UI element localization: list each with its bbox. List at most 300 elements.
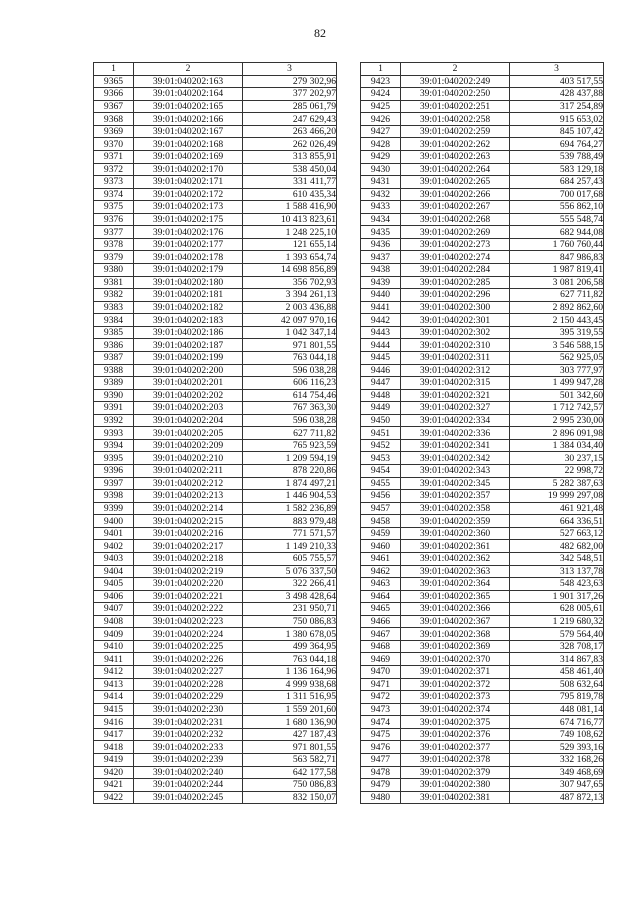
table-row — [94, 716, 337, 729]
cadastral-number-cell: 39:01:040202:249 — [401, 75, 510, 88]
cadastral-number-cell: 39:01:040202:187 — [134, 339, 243, 352]
cadastral-number-cell: 39:01:040202:296 — [401, 289, 510, 302]
row-index-cell: 9451 — [361, 427, 401, 440]
row-index-cell: 9404 — [94, 565, 134, 578]
row-index-cell: 9379 — [94, 251, 134, 264]
row-index-cell: 9442 — [361, 314, 401, 327]
row-index-cell: 9395 — [94, 452, 134, 465]
table-row — [94, 326, 337, 339]
cadastral-number-cell: 39:01:040202:267 — [401, 201, 510, 214]
row-index-cell: 9452 — [361, 439, 401, 452]
row-index-cell: 9400 — [94, 515, 134, 528]
table-row — [94, 138, 337, 151]
table-row — [94, 628, 337, 641]
cadastral-number-cell: 39:01:040202:284 — [401, 264, 510, 277]
row-index-cell: 9393 — [94, 427, 134, 440]
page-number: 82 — [314, 26, 326, 40]
table-row — [361, 603, 604, 616]
cadastral-number-cell: 39:01:040202:171 — [134, 176, 243, 189]
value-cell: 30 237,15 — [510, 452, 604, 465]
cadastral-number-cell: 39:01:040202:273 — [401, 238, 510, 251]
value-cell: 1 712 742,57 — [510, 402, 604, 415]
cadastral-number-cell: 39:01:040202:179 — [134, 264, 243, 277]
row-index-cell: 9425 — [361, 100, 401, 113]
value-cell: 548 423,63 — [510, 578, 604, 591]
table-row — [361, 213, 604, 226]
cadastral-number-cell: 39:01:040202:365 — [401, 590, 510, 603]
row-index-cell: 9365 — [94, 75, 134, 88]
table-row — [94, 351, 337, 364]
table-row — [361, 465, 604, 478]
table-row — [361, 439, 604, 452]
cadastral-number-cell: 39:01:040202:186 — [134, 326, 243, 339]
row-index-cell: 9389 — [94, 377, 134, 390]
table-row — [94, 213, 337, 226]
value-cell: 1 219 680,32 — [510, 615, 604, 628]
value-cell: 231 950,71 — [243, 603, 337, 616]
value-cell: 562 925,05 — [510, 351, 604, 364]
table-row — [94, 452, 337, 465]
value-cell: 750 086,83 — [243, 615, 337, 628]
table-row — [94, 578, 337, 591]
cadastral-number-cell: 39:01:040202:358 — [401, 502, 510, 515]
cadastral-number-cell: 39:01:040202:360 — [401, 527, 510, 540]
table-row — [361, 552, 604, 565]
row-index-cell: 9370 — [94, 138, 134, 151]
value-cell: 22 998,72 — [510, 465, 604, 478]
value-cell: 2 896 091,98 — [510, 427, 604, 440]
cadastral-number-cell: 39:01:040202:361 — [401, 540, 510, 553]
table-row — [361, 188, 604, 201]
table-row — [361, 163, 604, 176]
value-cell: 971 801,55 — [243, 339, 337, 352]
row-index-cell: 9448 — [361, 389, 401, 402]
cadastral-number-cell: 39:01:040202:170 — [134, 163, 243, 176]
row-index-cell: 9415 — [94, 703, 134, 716]
cadastral-number-cell: 39:01:040202:363 — [401, 565, 510, 578]
row-index-cell: 9391 — [94, 402, 134, 415]
value-cell: 313 137,78 — [510, 565, 604, 578]
cadastral-number-cell: 39:01:040202:258 — [401, 113, 510, 126]
table-row — [361, 615, 604, 628]
cadastral-number-cell: 39:01:040202:220 — [134, 578, 243, 591]
value-cell: 42 097 970,16 — [243, 314, 337, 327]
row-index-cell: 9468 — [361, 640, 401, 653]
table-row — [361, 653, 604, 666]
row-index-cell: 9471 — [361, 678, 401, 691]
table-row — [361, 515, 604, 528]
cadastral-number-cell: 39:01:040202:327 — [401, 402, 510, 415]
value-cell: 279 302,96 — [243, 75, 337, 88]
cadastral-number-cell: 39:01:040202:222 — [134, 603, 243, 616]
row-index-cell: 9479 — [361, 779, 401, 792]
cadastral-number-cell: 39:01:040202:321 — [401, 389, 510, 402]
cadastral-number-cell: 39:01:040202:362 — [401, 552, 510, 565]
row-index-cell: 9480 — [361, 791, 401, 804]
cadastral-number-cell: 39:01:040202:381 — [401, 791, 510, 804]
cadastral-number-cell: 39:01:040202:215 — [134, 515, 243, 528]
cadastral-number-cell: 39:01:040202:376 — [401, 728, 510, 741]
cadastral-number-cell: 39:01:040202:369 — [401, 640, 510, 653]
value-cell: 763 044,18 — [243, 351, 337, 364]
cadastral-number-cell: 39:01:040202:182 — [134, 301, 243, 314]
row-index-cell: 9405 — [94, 578, 134, 591]
value-cell: 14 698 856,89 — [243, 264, 337, 277]
table-row — [94, 88, 337, 101]
cadastral-number-cell: 39:01:040202:212 — [134, 477, 243, 490]
value-cell: 342 548,51 — [510, 552, 604, 565]
value-cell: 627 711,82 — [510, 289, 604, 302]
value-cell: 1 149 210,33 — [243, 540, 337, 553]
row-index-cell: 9409 — [94, 628, 134, 641]
row-index-cell: 9429 — [361, 150, 401, 163]
row-index-cell: 9371 — [94, 150, 134, 163]
row-index-cell: 9434 — [361, 213, 401, 226]
column-header-cadastral-number: 2 — [401, 63, 510, 76]
cadastral-number-cell: 39:01:040202:225 — [134, 640, 243, 653]
row-index-cell: 9461 — [361, 552, 401, 565]
column-header-index: 1 — [361, 63, 401, 76]
table-row — [94, 150, 337, 163]
value-cell: 610 435,34 — [243, 188, 337, 201]
value-cell: 501 342,60 — [510, 389, 604, 402]
value-cell: 461 921,48 — [510, 502, 604, 515]
value-cell: 1 901 317,26 — [510, 590, 604, 603]
row-index-cell: 9382 — [94, 289, 134, 302]
value-cell: 1 311 516,95 — [243, 691, 337, 704]
row-index-cell: 9464 — [361, 590, 401, 603]
row-index-cell: 9406 — [94, 590, 134, 603]
cadastral-number-cell: 39:01:040202:216 — [134, 527, 243, 540]
cadastral-number-cell: 39:01:040202:177 — [134, 238, 243, 251]
table-row — [361, 565, 604, 578]
value-cell: 2 995 230,00 — [510, 414, 604, 427]
table-row — [361, 264, 604, 277]
cadastral-number-cell: 39:01:040202:200 — [134, 364, 243, 377]
value-cell: 1 446 904,53 — [243, 490, 337, 503]
cadastral-number-cell: 39:01:040202:379 — [401, 766, 510, 779]
cadastral-number-cell: 39:01:040202:269 — [401, 226, 510, 239]
table-row — [94, 728, 337, 741]
value-cell: 395 319,55 — [510, 326, 604, 339]
row-index-cell: 9390 — [94, 389, 134, 402]
value-cell: 555 548,74 — [510, 213, 604, 226]
row-index-cell: 9454 — [361, 465, 401, 478]
row-index-cell: 9432 — [361, 188, 401, 201]
cadastral-number-cell: 39:01:040202:217 — [134, 540, 243, 553]
cadastral-number-cell: 39:01:040202:214 — [134, 502, 243, 515]
table-row — [361, 666, 604, 679]
table-row — [361, 703, 604, 716]
table-row — [361, 88, 604, 101]
cadastral-number-cell: 39:01:040202:372 — [401, 678, 510, 691]
row-index-cell: 9423 — [361, 75, 401, 88]
row-index-cell: 9440 — [361, 289, 401, 302]
value-cell: 356 702,93 — [243, 276, 337, 289]
cadastral-number-cell: 39:01:040202:199 — [134, 351, 243, 364]
value-cell: 448 081,14 — [510, 703, 604, 716]
value-cell: 606 116,23 — [243, 377, 337, 390]
table-row — [361, 427, 604, 440]
row-index-cell: 9455 — [361, 477, 401, 490]
cadastral-number-cell: 39:01:040202:231 — [134, 716, 243, 729]
table-row — [94, 653, 337, 666]
table-row — [94, 339, 337, 352]
table-row — [361, 402, 604, 415]
cadastral-number-cell: 39:01:040202:259 — [401, 125, 510, 138]
table-row — [94, 766, 337, 779]
value-cell: 771 571,57 — [243, 527, 337, 540]
row-index-cell: 9403 — [94, 552, 134, 565]
row-index-cell: 9450 — [361, 414, 401, 427]
cadastral-number-cell: 39:01:040202:180 — [134, 276, 243, 289]
table-row — [94, 741, 337, 754]
cadastral-table-right — [360, 62, 604, 804]
value-cell: 583 129,18 — [510, 163, 604, 176]
cadastral-number-cell: 39:01:040202:166 — [134, 113, 243, 126]
table-row — [361, 502, 604, 515]
cadastral-number-cell: 39:01:040202:245 — [134, 791, 243, 804]
row-index-cell: 9420 — [94, 766, 134, 779]
cadastral-number-cell: 39:01:040202:310 — [401, 339, 510, 352]
value-cell: 1 380 678,05 — [243, 628, 337, 641]
table-row — [94, 552, 337, 565]
value-cell: 1 209 594,19 — [243, 452, 337, 465]
cadastral-number-cell: 39:01:040202:371 — [401, 666, 510, 679]
value-cell: 605 755,57 — [243, 552, 337, 565]
table-row — [361, 150, 604, 163]
value-cell: 349 468,69 — [510, 766, 604, 779]
value-cell: 303 777,97 — [510, 364, 604, 377]
cadastral-number-cell: 39:01:040202:315 — [401, 377, 510, 390]
row-index-cell: 9396 — [94, 465, 134, 478]
cadastral-number-cell: 39:01:040202:268 — [401, 213, 510, 226]
table-row — [94, 226, 337, 239]
row-index-cell: 9475 — [361, 728, 401, 741]
cadastral-number-cell: 39:01:040202:380 — [401, 779, 510, 792]
row-index-cell: 9401 — [94, 527, 134, 540]
row-index-cell: 9372 — [94, 163, 134, 176]
cadastral-number-cell: 39:01:040202:274 — [401, 251, 510, 264]
cadastral-number-cell: 39:01:040202:375 — [401, 716, 510, 729]
row-index-cell: 9460 — [361, 540, 401, 553]
value-cell: 700 017,68 — [510, 188, 604, 201]
table-row — [94, 100, 337, 113]
value-cell: 1 248 225,10 — [243, 226, 337, 239]
value-cell: 529 393,16 — [510, 741, 604, 754]
table-row — [94, 515, 337, 528]
row-index-cell: 9447 — [361, 377, 401, 390]
table-row — [94, 615, 337, 628]
row-index-cell: 9419 — [94, 753, 134, 766]
cadastral-number-cell: 39:01:040202:366 — [401, 603, 510, 616]
table-row — [94, 264, 337, 277]
row-index-cell: 9410 — [94, 640, 134, 653]
row-index-cell: 9378 — [94, 238, 134, 251]
row-index-cell: 9459 — [361, 527, 401, 540]
table-row — [361, 364, 604, 377]
value-cell: 682 944,08 — [510, 226, 604, 239]
cadastral-number-cell: 39:01:040202:232 — [134, 728, 243, 741]
value-cell: 317 254,89 — [510, 100, 604, 113]
row-index-cell: 9438 — [361, 264, 401, 277]
table-row — [94, 540, 337, 553]
column-header-index: 1 — [94, 63, 134, 76]
table-row — [94, 176, 337, 189]
table-row — [361, 477, 604, 490]
row-index-cell: 9433 — [361, 201, 401, 214]
value-cell: 263 466,20 — [243, 125, 337, 138]
table-row — [361, 414, 604, 427]
cadastral-number-cell: 39:01:040202:176 — [134, 226, 243, 239]
row-index-cell: 9385 — [94, 326, 134, 339]
table-row — [361, 691, 604, 704]
row-index-cell: 9467 — [361, 628, 401, 641]
value-cell: 1 042 347,14 — [243, 326, 337, 339]
row-index-cell: 9386 — [94, 339, 134, 352]
row-index-cell: 9376 — [94, 213, 134, 226]
row-index-cell: 9476 — [361, 741, 401, 754]
row-index-cell: 9436 — [361, 238, 401, 251]
value-cell: 579 564,40 — [510, 628, 604, 641]
row-index-cell: 9430 — [361, 163, 401, 176]
value-cell: 642 177,58 — [243, 766, 337, 779]
row-index-cell: 9368 — [94, 113, 134, 126]
row-index-cell: 9443 — [361, 326, 401, 339]
value-cell: 832 150,07 — [243, 791, 337, 804]
table-row — [361, 753, 604, 766]
table-row — [361, 540, 604, 553]
row-index-cell: 9449 — [361, 402, 401, 415]
table-row — [361, 100, 604, 113]
row-index-cell: 9398 — [94, 490, 134, 503]
cadastral-number-cell: 39:01:040202:357 — [401, 490, 510, 503]
value-cell: 1 384 034,40 — [510, 439, 604, 452]
table-row — [94, 113, 337, 126]
row-index-cell: 9412 — [94, 666, 134, 679]
table-row — [361, 201, 604, 214]
value-cell: 596 038,28 — [243, 414, 337, 427]
table-row — [361, 75, 604, 88]
table-header-row — [94, 63, 337, 76]
table-row — [94, 490, 337, 503]
table-row — [94, 703, 337, 716]
value-cell: 750 086,83 — [243, 779, 337, 792]
table-row — [94, 201, 337, 214]
cadastral-number-cell: 39:01:040202:201 — [134, 377, 243, 390]
table-row — [361, 590, 604, 603]
table-row — [94, 377, 337, 390]
table-row — [361, 766, 604, 779]
table-row — [94, 678, 337, 691]
value-cell: 1 499 947,28 — [510, 377, 604, 390]
table-row — [361, 741, 604, 754]
row-index-cell: 9418 — [94, 741, 134, 754]
cadastral-number-cell: 39:01:040202:285 — [401, 276, 510, 289]
value-cell: 627 711,82 — [243, 427, 337, 440]
table-row — [361, 716, 604, 729]
row-index-cell: 9375 — [94, 201, 134, 214]
cadastral-number-cell: 39:01:040202:263 — [401, 150, 510, 163]
row-index-cell: 9417 — [94, 728, 134, 741]
table-row — [94, 276, 337, 289]
cadastral-number-cell: 39:01:040202:343 — [401, 465, 510, 478]
table-row — [361, 527, 604, 540]
table-row — [361, 389, 604, 402]
value-cell: 19 999 297,08 — [510, 490, 604, 503]
value-cell: 2 150 443,45 — [510, 314, 604, 327]
value-cell: 332 168,26 — [510, 753, 604, 766]
value-cell: 487 872,13 — [510, 791, 604, 804]
value-cell: 845 107,42 — [510, 125, 604, 138]
value-cell: 878 220,86 — [243, 465, 337, 478]
value-cell: 322 266,41 — [243, 578, 337, 591]
value-cell: 2 003 436,88 — [243, 301, 337, 314]
table-row — [94, 603, 337, 616]
row-index-cell: 9473 — [361, 703, 401, 716]
row-index-cell: 9377 — [94, 226, 134, 239]
cadastral-number-cell: 39:01:040202:264 — [401, 163, 510, 176]
cadastral-number-cell: 39:01:040202:342 — [401, 452, 510, 465]
value-cell: 5 282 387,63 — [510, 477, 604, 490]
table-header-row — [361, 63, 604, 76]
cadastral-number-cell: 39:01:040202:311 — [401, 351, 510, 364]
value-cell: 1 393 654,74 — [243, 251, 337, 264]
table-row — [94, 791, 337, 804]
value-cell: 482 682,00 — [510, 540, 604, 553]
row-index-cell: 9384 — [94, 314, 134, 327]
value-cell: 403 517,55 — [510, 75, 604, 88]
row-index-cell: 9381 — [94, 276, 134, 289]
value-cell: 3 546 588,15 — [510, 339, 604, 352]
row-index-cell: 9444 — [361, 339, 401, 352]
cadastral-number-cell: 39:01:040202:334 — [401, 414, 510, 427]
value-cell: 694 764,27 — [510, 138, 604, 151]
row-index-cell: 9367 — [94, 100, 134, 113]
row-index-cell: 9388 — [94, 364, 134, 377]
value-cell: 563 582,71 — [243, 753, 337, 766]
table-row — [94, 439, 337, 452]
table-row — [361, 238, 604, 251]
row-index-cell: 9422 — [94, 791, 134, 804]
cadastral-number-cell: 39:01:040202:262 — [401, 138, 510, 151]
cadastral-number-cell: 39:01:040202:368 — [401, 628, 510, 641]
column-header-value: 3 — [510, 63, 604, 76]
table-row — [361, 125, 604, 138]
table-row — [94, 301, 337, 314]
row-index-cell: 9462 — [361, 565, 401, 578]
table-row — [94, 75, 337, 88]
row-index-cell: 9407 — [94, 603, 134, 616]
value-cell: 1 987 819,41 — [510, 264, 604, 277]
table-row — [361, 351, 604, 364]
table-row — [361, 628, 604, 641]
row-index-cell: 9458 — [361, 515, 401, 528]
cadastral-number-cell: 39:01:040202:205 — [134, 427, 243, 440]
value-cell: 1 559 201,60 — [243, 703, 337, 716]
row-index-cell: 9466 — [361, 615, 401, 628]
column-header-cadastral-number: 2 — [134, 63, 243, 76]
table-row — [94, 402, 337, 415]
value-cell: 1 582 236,89 — [243, 502, 337, 515]
cadastral-number-cell: 39:01:040202:181 — [134, 289, 243, 302]
table-row — [361, 490, 604, 503]
cadastral-number-cell: 39:01:040202:202 — [134, 389, 243, 402]
row-index-cell: 9369 — [94, 125, 134, 138]
cadastral-number-cell: 39:01:040202:218 — [134, 552, 243, 565]
table-row — [94, 565, 337, 578]
cadastral-number-cell: 39:01:040202:224 — [134, 628, 243, 641]
